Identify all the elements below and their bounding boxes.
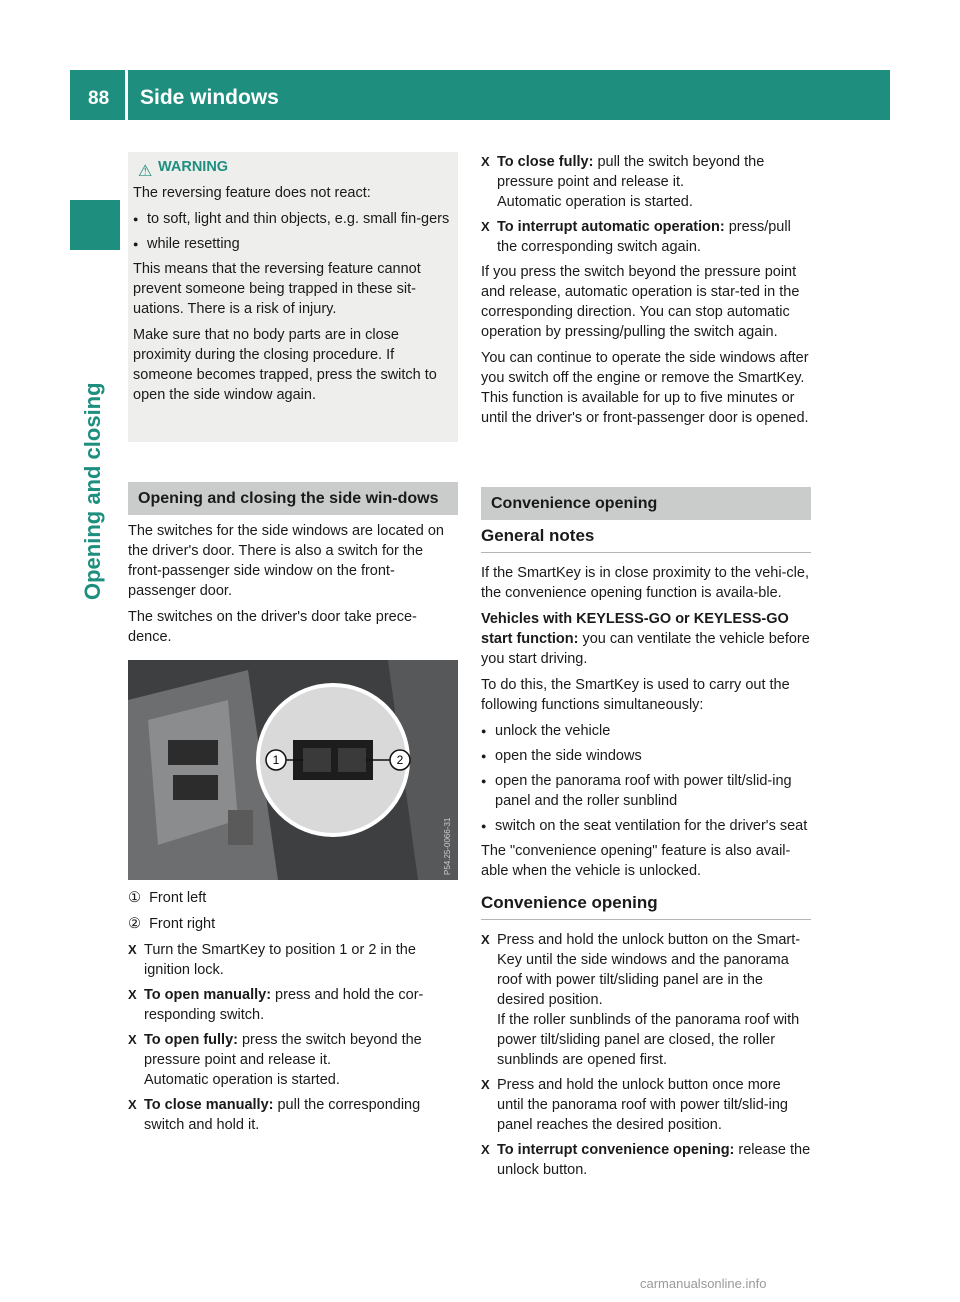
step-bold: To open manually: (144, 987, 272, 1003)
warning-paragraph: Make sure that no body parts are in close proximity during the closing procedure. If someone becomes trapped, press the switch to open the side window again. (133, 327, 437, 403)
section-heading: Convenience opening (481, 487, 811, 520)
warning-bullet: ● while resetting (133, 234, 451, 254)
step-text: pull the switch beyond the pressure point and release it. (497, 154, 765, 190)
section-convenience-opening (481, 487, 811, 1185)
instruction-step (481, 1075, 811, 1135)
warning-paragraph: This means that the reversing feature cannot prevent someone being trapped in these sit-uations. There is a risk of injury. (133, 261, 421, 317)
callout-item: ② Front right (128, 916, 216, 932)
section-side-windows (128, 482, 458, 653)
function-bullet: ● open the panorama roof with power tilt/slid-ing panel and the roller sunblind (481, 771, 811, 811)
subsection-heading: General notes (481, 526, 811, 553)
chapter-label: Opening and closing (80, 382, 105, 600)
warning-triangle-icon: ⚠ (138, 163, 153, 180)
warning-bullet: ● to soft, light and thin objects, e.g. small fin-gers (133, 209, 451, 229)
section-heading: Opening and closing the side win-dows (128, 482, 458, 515)
step-text: Turn the SmartKey to position 1 or 2 in the ignition lock. (144, 942, 416, 978)
step-extra: If the roller sunblinds of the panorama roof with power tilt/sliding panel are closed, the roller sunblinds are opened first. (497, 1012, 800, 1068)
door-switch-illustration (128, 660, 458, 880)
page-title: Side windows (140, 86, 279, 109)
text-run: you can ventilate the vehicle before you start driving. (481, 631, 810, 667)
body-paragraph: The switches for the side windows are located on the driver's door. There is also a switch for the front-passenger side window on the front-passenger door. (128, 523, 444, 599)
instruction-step (481, 152, 811, 212)
body-paragraph: If the SmartKey is in close proximity to the vehi-cle, the convenience opening function is availa-ble. (481, 565, 809, 601)
warning-intro: The reversing feature does not react: (133, 185, 371, 201)
function-bullet: ● open the side windows (481, 746, 811, 766)
step-bold: To close fully: (497, 154, 594, 170)
subsection-heading: Convenience opening (481, 893, 811, 920)
callout-text: Front right (149, 916, 216, 932)
photo-code: P54.25-0066-31 (443, 817, 452, 875)
step-text: pull the corresponding switch and hold it. (144, 1097, 421, 1133)
step-bold: To interrupt automatic operation: (497, 219, 725, 235)
bold-run: Vehicles with KEYLESS-GO or KEYLESS-GO start function: (481, 611, 789, 647)
warning-box (128, 152, 458, 442)
instruction-step (481, 1140, 811, 1180)
body-paragraph: You can continue to operate the side windows after you switch off the engine or remove the SmartKey. This function is available for up to five minutes or until the driver's or front-passenger door is opened. (481, 350, 809, 426)
body-paragraph (481, 609, 811, 669)
callout-1: 1 (272, 753, 280, 767)
callout-text: Front left (149, 890, 207, 906)
instruction-step (128, 985, 458, 1025)
function-bullet: ● switch on the seat ventilation for the driver's seat (481, 816, 811, 836)
watermark: carmanualsonline.info (640, 1276, 767, 1291)
step-bold: To close manually: (144, 1097, 274, 1113)
step-text: press/pull the corresponding switch again. (497, 219, 791, 255)
right-column (481, 152, 811, 434)
step-text: press and hold the cor-responding switch. (144, 987, 424, 1023)
instruction-step (481, 217, 811, 257)
instruction-step (128, 1030, 458, 1090)
callout-2: 2 (396, 753, 404, 767)
instruction-step (481, 930, 811, 1070)
instruction-step (128, 1095, 458, 1135)
callout-item: ① Front left (128, 890, 207, 906)
step-text: press the switch beyond the pressure point and release it. (144, 1032, 422, 1068)
step-extra: Automatic operation is started. (497, 194, 693, 210)
header-divider (125, 70, 128, 120)
page-number: 88 (88, 88, 110, 109)
step-text: Press and hold the unlock button on the Smart-Key until the side windows and the panorama roof with power tilt/sliding panel are in the desired position. (497, 932, 801, 1008)
steps-left (128, 888, 458, 1140)
door-switch-photo (128, 660, 458, 880)
body-paragraph: The switches on the driver's door take prece-dence. (128, 609, 417, 645)
body-paragraph: The "convenience opening" feature is also avail-able when the vehicle is unlocked. (481, 843, 791, 879)
function-bullet: ● unlock the vehicle (481, 721, 811, 741)
step-extra: Automatic operation is started. (144, 1072, 340, 1088)
step-bold: To open fully: (144, 1032, 238, 1048)
body-paragraph: To do this, the SmartKey is used to carry out the following functions simultaneously: (481, 677, 790, 713)
chapter-marker (70, 200, 120, 250)
step-text: release the unlock button. (497, 1142, 811, 1178)
step-text: Press and hold the unlock button once more until the panorama roof with power tilt/slid-ing panel reaches the desired position. (497, 1077, 788, 1133)
instruction-step (128, 940, 458, 980)
warning-title: WARNING (158, 159, 229, 175)
step-bold: To interrupt convenience opening: (497, 1142, 735, 1158)
body-paragraph: If you press the switch beyond the pressure point and release, automatic operation is star-ted in the corresponding direction. You can stop automatic operation by pressing/pulling the switch again. (481, 264, 800, 340)
